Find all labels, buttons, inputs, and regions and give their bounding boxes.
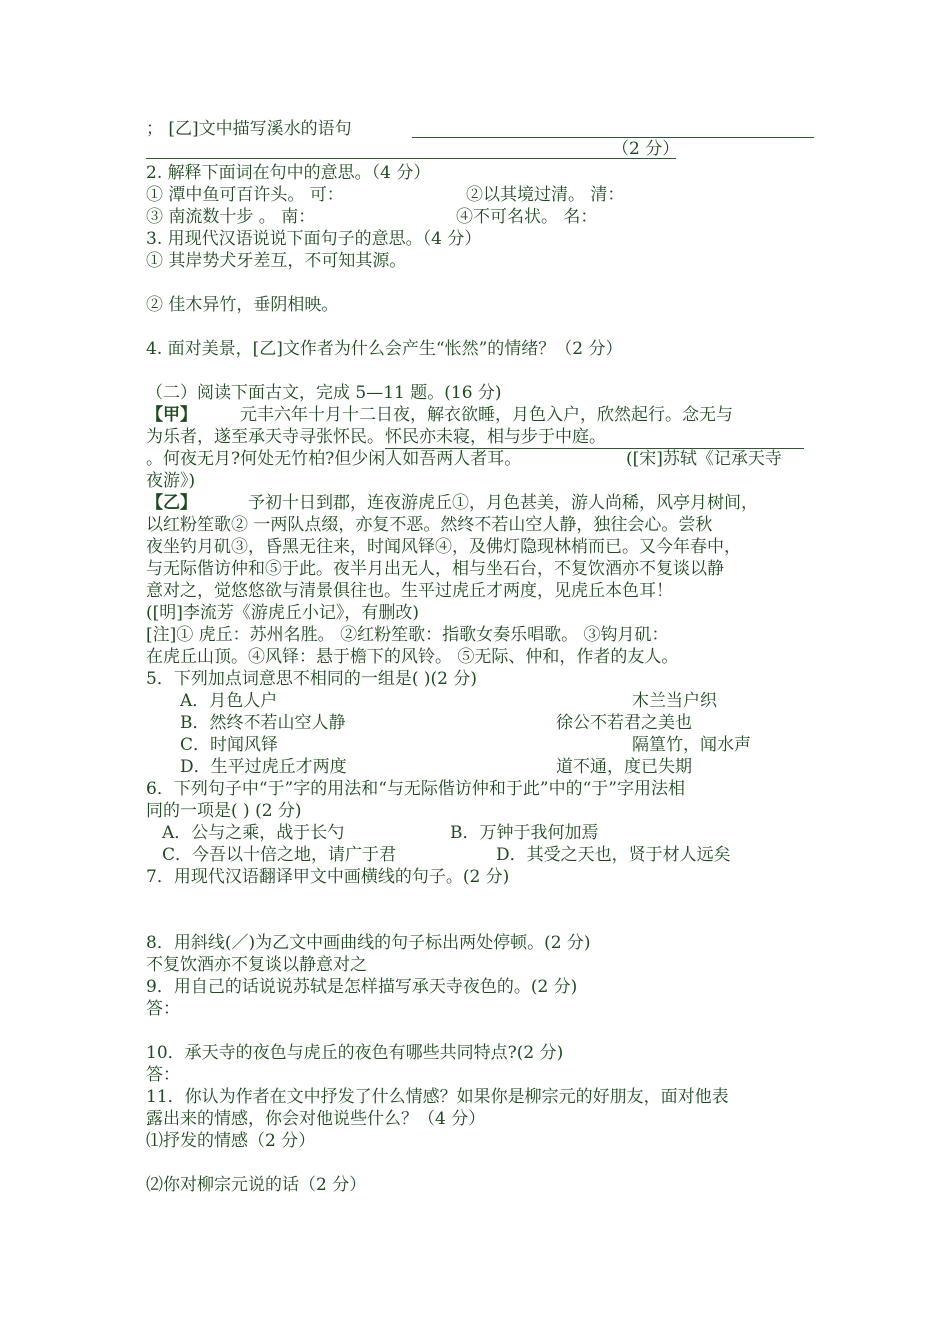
notes-line: [注]① 虎丘：苏州名胜。 ②红粉笙歌：指歌女奏乐唱歌。 ③钩月矶：: [146, 625, 669, 645]
passage-jia-line: 元丰六年十月十二日夜，解衣欲睡，月色入户，欣然起行。念无与: [240, 405, 733, 425]
answer-blank-line: [146, 158, 676, 159]
passage-yi-source: ([明]李流芳《游虎丘小记》，有删改): [146, 603, 420, 623]
question-1-tail: ； [乙]文中描写溪水的语句: [146, 119, 352, 139]
question-9: 9．用自己的话说说苏轼是怎样描写承天寺夜色的。(2 分): [146, 977, 578, 997]
passage-yi-line: 意对之，觉悠悠欲与清景俱往也。生平过虎丘才两度，见虎丘本色耳！: [146, 581, 673, 601]
points-label: （2 分）: [612, 139, 680, 159]
passage-jia-line: 。何夜无月?何处无竹柏?但少闲人如吾两人者耳。: [146, 449, 522, 469]
question-4: 4. 面对美景，[乙]文作者为什么会产生“怅然”的情绪？（2 分）: [146, 339, 623, 359]
question-5-option-a: A．月色人户: [180, 691, 278, 711]
question-5-option-d: D．生平过虎丘才两度: [180, 757, 347, 777]
question-5-option-d-compare: 道不通，度已失期: [556, 757, 692, 777]
notes-line: 在虎丘山顶。④风铎：悬于檐下的风铃。 ⑤无际、仲和，作者的友人。: [146, 647, 679, 667]
question-2-item-2: ②以其境过清。 清：: [466, 185, 625, 205]
question-6: 6．下列句子中“于”字的用法和“与无际偕访仲和于此”中的“于”字用法相: [146, 779, 685, 799]
question-11-part-1: ⑴抒发的情感（2 分）: [146, 1131, 316, 1151]
question-2-item-3: ③ 南流数十步 。 南：: [146, 207, 316, 227]
question-11-cont: 露出来的情感，你会对他说些什么？（4 分）: [146, 1109, 486, 1129]
question-3: 3. 用现代汉语说说下面句子的意思。（4 分）: [146, 229, 482, 249]
passage-yi-label: 【乙】: [146, 493, 197, 513]
question-6-option-a: A．公与之乘，战于长勺: [162, 823, 345, 843]
question-2: 2. 解释下面词在句中的意思。（4 分）: [146, 163, 431, 183]
question-6-option-b: B．万钟于我何加焉: [450, 823, 599, 843]
question-5-option-b-compare: 徐公不若君之美也: [556, 713, 692, 733]
passage-jia-source: ([宋]苏轼《记承天寺: [626, 449, 782, 469]
passage-yi-line: 予初十日到郡，连夜游虎丘①，月色甚美，游人尚稀，风亭月树间，: [248, 493, 758, 513]
question-6-option-c: C．今吾以十倍之地，请广于君: [162, 845, 397, 865]
question-8-sentence: 不复饮酒亦不复谈以静意对之: [146, 955, 367, 975]
question-6-option-d: D．其受之天也，贤于材人远矣: [496, 845, 731, 865]
answer-label: 答：: [146, 1065, 180, 1085]
passage-jia-line: 为乐者，遂至承天寺寻张怀民。: [146, 427, 384, 447]
question-11: 11．你认为作者在文中抒发了什么情感？如果你是柳宗元的好朋友，面对他表: [146, 1087, 729, 1107]
question-5-option-c: C．时闻风铎: [180, 735, 279, 755]
question-3-item-1: ① 其岸势犬牙差互，不可知其源。: [146, 251, 407, 271]
question-11-part-2: ⑵你对柳宗元说的话（2 分）: [146, 1175, 367, 1195]
question-10: 10．承天寺的夜色与虎丘的夜色有哪些共同特点?(2 分): [146, 1043, 564, 1063]
question-5-option-b: B．然终不若山空人静: [180, 713, 346, 733]
question-5-option-a-compare: 木兰当户织: [632, 691, 717, 711]
question-5: 5．下列加点词意思不相同的一组是( )(2 分): [146, 669, 477, 689]
passage-yi-line: 与无际偕访仲和⑤于此。夜半月出无人，相与坐石台，不复饮酒亦不复谈以静: [146, 559, 724, 579]
question-7: 7．用现代汉语翻译甲文中画横线的句子。(2 分): [146, 867, 510, 887]
question-2-item-4: ④不可名状。 名：: [456, 207, 598, 227]
section-2-heading: （二）阅读下面古文，完成 5—11 题。(16 分): [146, 383, 502, 403]
passage-yi-line: 夜坐钓月矶③，昏黑无往来，时闻风铎④，及佛灯隐现林梢而已。又今年春中，: [146, 537, 741, 557]
answer-label: 答：: [146, 999, 180, 1019]
passage-yi-line: 以红粉笙歌② 一两队点缀，亦复不恶。然终不若山空人静，独往会心。尝秋: [146, 515, 713, 535]
underlined-sentence: 怀民亦未寝，相与步于中庭。: [385, 427, 606, 447]
passage-jia-label: 【甲】: [146, 405, 197, 425]
question-8: 8．用斜线(／)为乙文中画曲线的句子标出两处停顿。(2 分): [146, 933, 591, 953]
question-5-option-c-compare: 隔篁竹，闻水声: [632, 735, 751, 755]
question-3-item-2: ② 佳木异竹，垂阴相映。: [146, 295, 339, 315]
passage-jia-source: 夜游》): [146, 471, 196, 491]
question-2-item-1: ① 潭中鱼可百许头。 可：: [146, 185, 344, 205]
question-6-cont: 同的一项是( ) (2 分): [146, 801, 302, 821]
